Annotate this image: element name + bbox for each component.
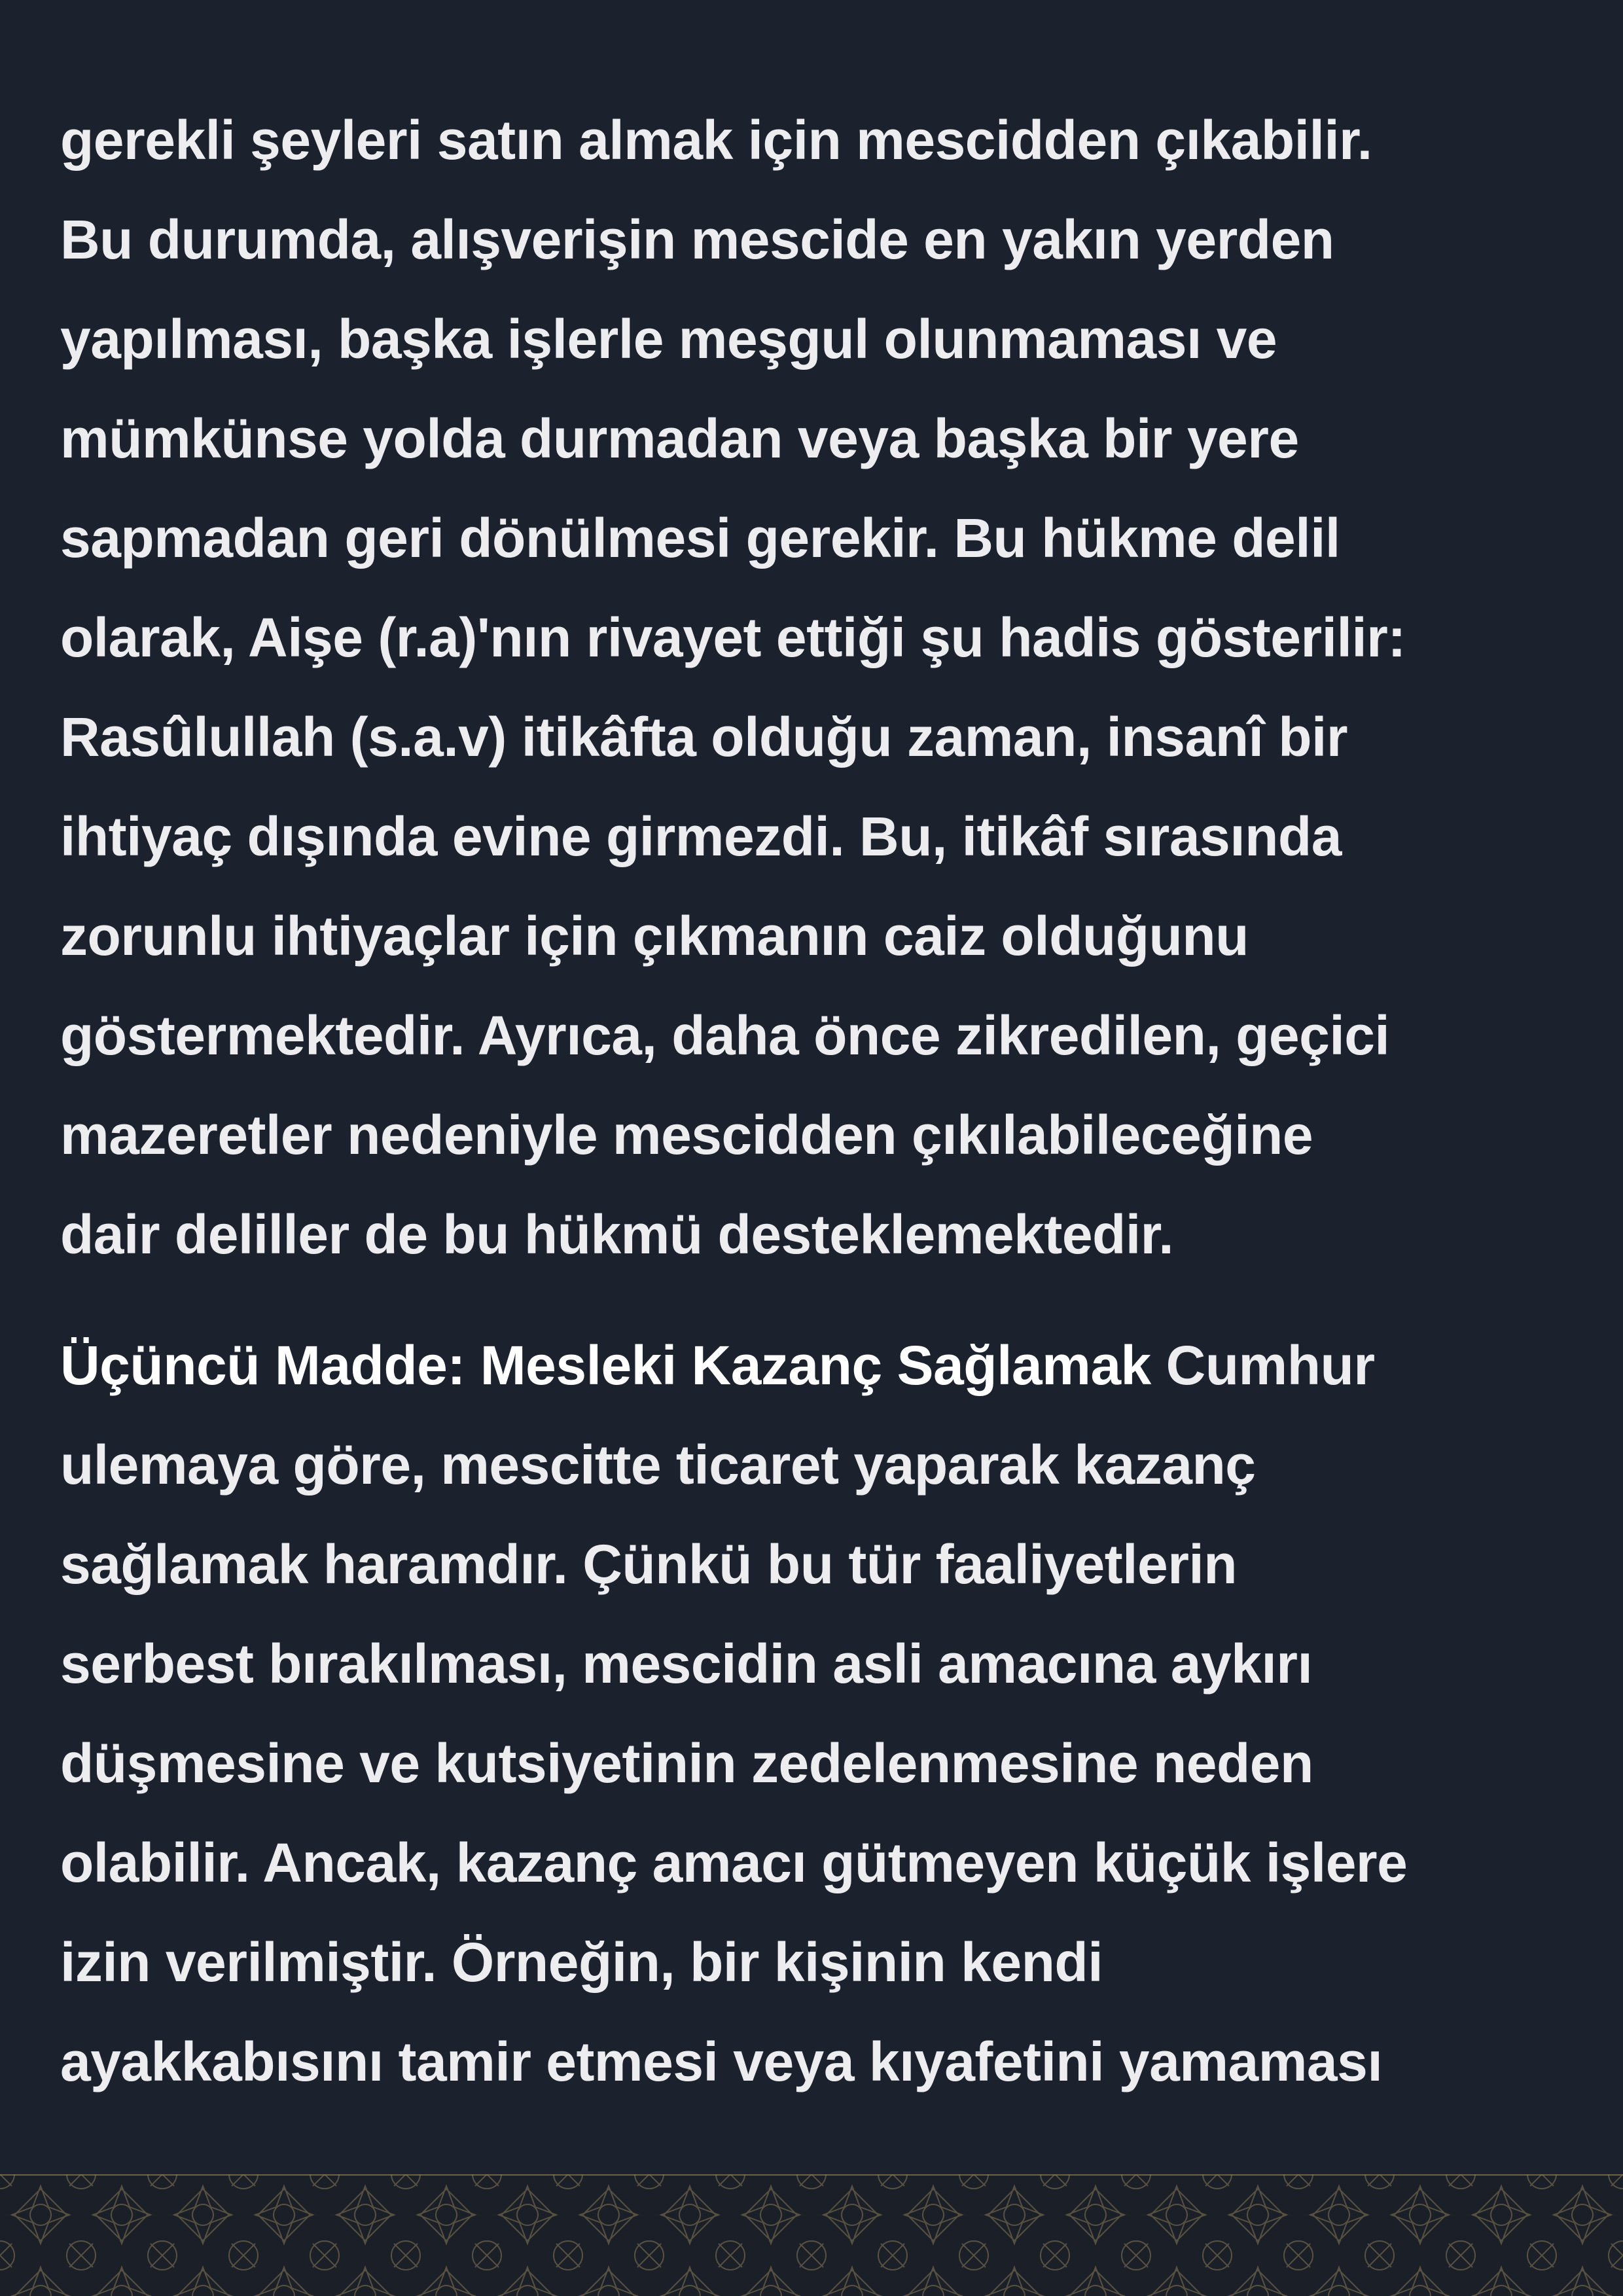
text-line: Bu durumda, alışverişin mescide en yakın yerden: [60, 209, 1334, 270]
text-line: dair deliller de bu hükmü desteklemektedir.: [60, 1204, 1174, 1265]
text-line: olabilir. Ancak, kazanç amacı gütmeyen küçük işlere: [60, 1832, 1408, 1893]
text-line: yapılması, başka işlerle meşgul olunmaması ve: [60, 308, 1277, 370]
text-line: mümkünse yolda durmadan veya başka bir yere: [60, 408, 1299, 469]
geometric-pattern-icon: [0, 2174, 1623, 2296]
text-line: ulemaya göre, mescitte ticaret yaparak kazanç: [60, 1434, 1256, 1496]
section-heading: Üçüncü Madde: Mesleki Kazanç Sağlamak: [60, 1335, 1151, 1396]
text-line: serbest bırakılması, mescidin asli amacına aykırı: [60, 1633, 1313, 1695]
paragraph-2: [60, 1316, 1592, 2111]
text-line: göstermektedir. Ayrıca, daha önce zikredilen, geçici: [60, 1005, 1390, 1066]
text-line: gerekli şeyleri satın almak için mescidden çıkabilir.: [60, 109, 1372, 171]
text-line: Rasûlullah (s.a.v) itikâfta olduğu zaman, insanî bir: [60, 706, 1348, 768]
text-line: olarak, Aişe (r.a)'nın rivayet ettiği şu hadis gösterilir:: [60, 607, 1406, 668]
text-line: ihtiyaç dışında evine girmezdi. Bu, itikâf sırasında: [60, 806, 1342, 867]
text-line: ayakkabısını tamir etmesi veya kıyafetini yamaması: [60, 2031, 1383, 2092]
text-line: zorunlu ihtiyaçlar için çıkmanın caiz olduğunu: [60, 905, 1249, 967]
text-line: sapmadan geri dönülmesi gerekir. Bu hükme delil: [60, 507, 1340, 569]
text-line: düşmesine ve kutsiyetinin zedelenmesine neden: [60, 1732, 1313, 1794]
heading-line: [60, 1316, 1592, 1415]
paragraph-spacer: [60, 1284, 1592, 1316]
text-line: mazeretler nedeniyle mescidden çıkılabileceğine: [60, 1104, 1313, 1166]
text-line: izin verilmiştir. Örneğin, bir kişinin kendi: [60, 1931, 1103, 1993]
paragraph-1: [60, 90, 1592, 1284]
document-body: [60, 90, 1592, 2111]
heading-line-continuation: Cumhur: [1150, 1335, 1375, 1396]
text-line: sağlamak haramdır. Çünkü bu tür faaliyetlerin: [60, 1534, 1238, 1595]
footer-ornament-band: [0, 2174, 1623, 2296]
